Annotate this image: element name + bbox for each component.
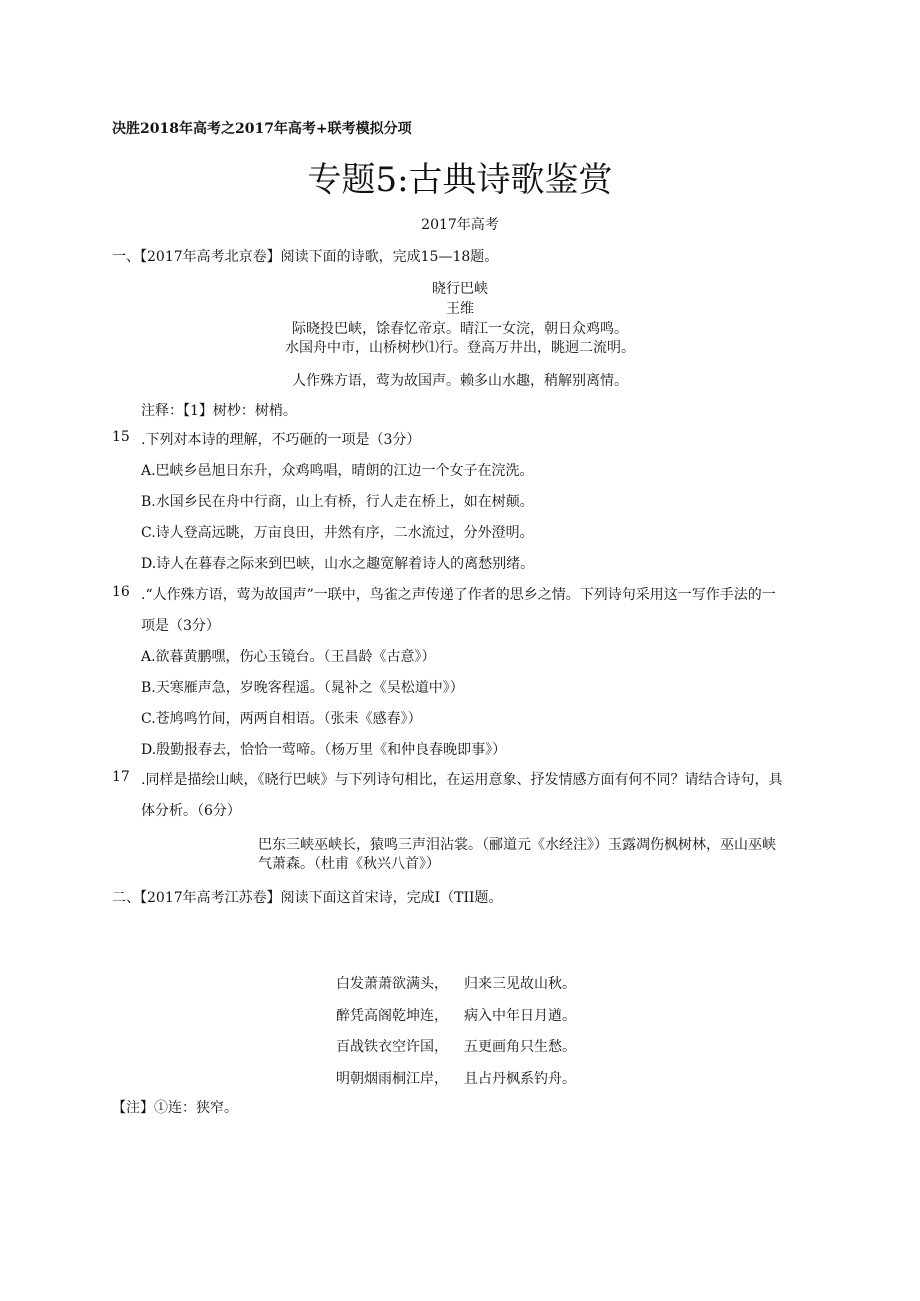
section-heading-2: 二、【2017年高考江苏卷】阅读下面这首宋诗，完成I（TII题。 — [112, 890, 503, 906]
answer-option: C.诗人登高远眺，万亩良田，井然有序，二水流过，分外澄明。 — [141, 525, 534, 541]
poem-note: 注释：【1】树杪：树梢。 — [141, 403, 297, 419]
section-heading-1: 一、【2017年高考北京卷】阅读下面的诗歌，完成15—18题。 — [112, 249, 499, 265]
answer-option: C.苍鸠鸣竹间，两两自相语。（张耒《感春》） — [141, 711, 422, 727]
question-text: .“人作殊方语，莺为故国声”一联中，鸟雀之声传递了作者的思乡之情。下列诗句采用这一写作手法的一 — [141, 587, 776, 603]
answer-option: A.欲暮黄鹏嘿，伤心玉镜台。（王昌龄《古意》） — [141, 649, 436, 665]
poem-note: 【注】①连：狭窄。 — [112, 1100, 238, 1116]
answer-option: D.诗人在暮春之际来到巴峡，山水之趣宽解着诗人的离愁别绪。 — [141, 556, 535, 572]
answer-option: B.天寒雁声急，岁晚客程遥。（晁补之《吴松道中》） — [141, 680, 464, 696]
poem-line: 五更画角只生愁。 — [464, 1039, 576, 1055]
question-number: 17 — [112, 769, 130, 785]
quoted-verse: 气萧森。（杜甫《秋兴八首》） — [258, 856, 440, 872]
question-text: 体分析。（6分） — [141, 803, 241, 819]
poem-line: 病入中年日月遒。 — [464, 1008, 576, 1024]
poem-line: 百战铁衣空许国， — [336, 1039, 448, 1055]
poem-line: 归来三见故山秋。 — [464, 976, 576, 992]
question-number: 16 — [112, 584, 130, 600]
answer-option: D.殷勤报春去，恰恰一莺啼。（杨万里《和仲良春晚即事》） — [141, 742, 507, 758]
poem-line: 白发萧萧欲满头， — [336, 976, 448, 992]
answer-option: B.水国乡民在舟中行商，山上有桥，行人走在桥上，如在树颠。 — [141, 494, 534, 510]
poem-author: 王维 — [446, 301, 474, 317]
document-header: 决胜2018年高考之2017年高考+联考模拟分项 — [112, 121, 412, 137]
poem-title: 晓行巴峡 — [432, 281, 488, 297]
question-text: .下列对本诗的理解，不巧砸的一项是（3分） — [141, 432, 421, 448]
answer-option: A.巴峡乡邑旭日东升，众鸡鸣唱，晴朗的江边一个女子在浣洗。 — [141, 463, 534, 479]
question-text: 项是（3分） — [141, 618, 220, 634]
section-subtitle: 2017年高考 — [421, 217, 499, 233]
poem-line: 醉凭高阁乾坤连， — [336, 1008, 448, 1024]
poem-line: 际晓投巴峡，馀春忆帝京。晴江一女浣，朝日众鸡鸣。 — [292, 321, 628, 337]
poem-line: 且占丹枫系钓舟。 — [464, 1071, 576, 1087]
poem-line: 水国舟中市，山桥树杪⑴行。登高万井出，眺迥二流明。 — [285, 340, 635, 356]
poem-line: 明朝烟雨桐江岸， — [336, 1071, 448, 1087]
question-number: 15 — [112, 429, 130, 445]
question-text: .同样是描绘山峡，《晓行巴峡》与下列诗句相比，在运用意象、抒发情感方面有何不同？请结合诗句，具 — [141, 772, 783, 788]
quoted-verse: 巴东三峡巫峡长，猿鸣三声泪沾裳。（郦道元《水经注》）玉露凋伤枫树林，巫山巫峡 — [258, 837, 776, 853]
poem-line: 人作殊方语，莺为故国声。赖多山水趣，稍解别离情。 — [292, 373, 628, 389]
page-title: 专题5:古典诗歌鉴赏 — [307, 160, 613, 200]
